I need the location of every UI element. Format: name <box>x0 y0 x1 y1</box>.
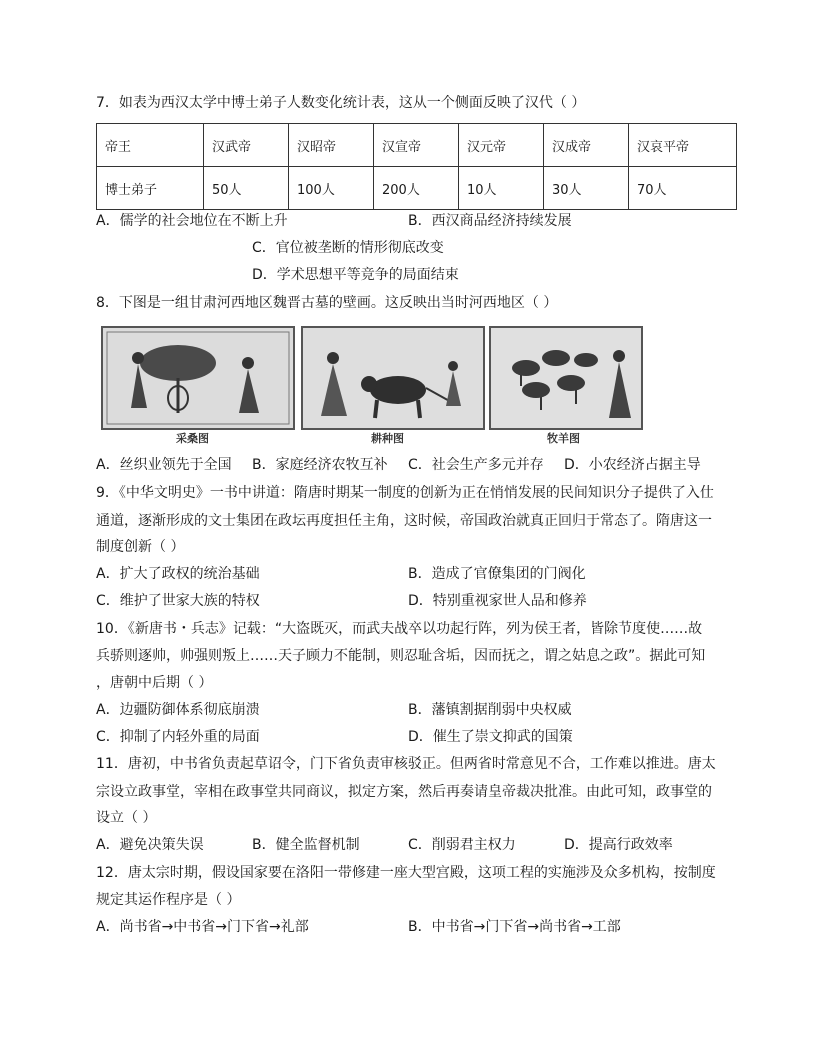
q11-stem-line2: 宗设立政事堂，宰相在政事堂共同商议，拟定方案，然后再奏请皇帝裁决批准。由此可知，政事堂的 <box>96 784 712 800</box>
q9-option-d[interactable]: D．特别重视家世人品和修养 <box>408 593 587 609</box>
q11-stem-line1: 11．唐初，中书省负责起草诏令，门下省负责审核驳正。但两省时常意见不合，工作难以推进。唐太 <box>96 756 716 772</box>
mural-plowing <box>301 326 485 430</box>
q8-option-c[interactable]: C．社会生产多元并存 <box>408 457 544 473</box>
q12-stem-line1: 12．唐太宗时期，假设国家要在洛阳一带修建一座大型宫殿，这项工程的实施涉及众多机构，按制度 <box>96 865 716 881</box>
table-cell: 70人 <box>629 167 737 210</box>
table-row <box>97 124 737 167</box>
q10-stem-line1: 10．《新唐书・兵志》记载：“大盗既灭，而武夫战卒以功起行阵，列为侯王者，皆除节度使……故 <box>96 621 703 637</box>
q10-option-d[interactable]: D．催生了崇文抑武的国策 <box>408 729 573 745</box>
table-row <box>97 167 737 210</box>
q9-option-c[interactable]: C．维护了世家大族的特权 <box>96 593 260 609</box>
q7-stem: 7．如表为西汉太学中博士弟子人数变化统计表，这从一个侧面反映了汉代（ ） <box>96 95 586 111</box>
q8-option-d[interactable]: D．小农经济占据主导 <box>564 457 701 473</box>
q8-option-b[interactable]: B．家庭经济农牧互补 <box>252 457 388 473</box>
q9-option-a[interactable]: A．扩大了政权的统治基础 <box>96 566 260 582</box>
q8-stem: 8．下图是一组甘肃河西地区魏晋古墓的壁画。这反映出当时河西地区（ ） <box>96 295 558 311</box>
q11-option-d[interactable]: D．提高行政效率 <box>564 837 673 853</box>
q10-option-b[interactable]: B．藩镇割据削弱中央权威 <box>408 702 572 718</box>
q7-option-a[interactable]: A．儒学的社会地位在不断上升 <box>96 213 288 229</box>
table-cell: 汉哀平帝 <box>629 124 737 167</box>
q12-option-b[interactable]: B．中书省→门下省→尚书省→工部 <box>408 919 621 935</box>
q7-stats-table <box>96 123 737 210</box>
q7-option-d[interactable]: D．学术思想平等竞争的局面结束 <box>252 267 459 283</box>
table-cell: 帝王 <box>97 124 204 167</box>
mural-caption-plowing: 耕种图 <box>371 432 404 445</box>
q9-stem-line2: 通道，逐渐形成的文士集团在政坛再度担任主角，这时候，帝国政治就真正回归于常态了。隋唐这一 <box>96 513 712 529</box>
q7-option-c[interactable]: C．官位被垄断的情形彻底改变 <box>252 240 444 256</box>
q7-option-b[interactable]: B．西汉商品经济持续发展 <box>408 213 572 229</box>
q9-option-b[interactable]: B．造成了官僚集团的门阀化 <box>408 566 586 582</box>
table-cell: 博士弟子 <box>97 167 204 210</box>
mural-caption-herding: 牧羊图 <box>547 432 580 445</box>
q11-stem-line3: 设立（ ） <box>96 810 157 826</box>
q10-stem-line2: 兵骄则逐帅，帅强则叛上……天子顾力不能制，则忍耻含垢，因而抚之，谓之姑息之政”。据此可知 <box>96 648 706 664</box>
q10-option-c[interactable]: C．抑制了内轻外重的局面 <box>96 729 260 745</box>
table-cell: 汉元帝 <box>459 124 544 167</box>
table-cell: 200人 <box>374 167 459 210</box>
q12-option-a[interactable]: A．尚书省→中书省→门下省→礼部 <box>96 919 309 935</box>
mural-caption-mulberry: 采桑图 <box>176 432 209 445</box>
table-cell: 100人 <box>289 167 374 210</box>
q10-stem-line3: ，唐朝中后期（ ） <box>96 675 213 691</box>
mural-mulberry-picking <box>101 326 295 430</box>
table-cell: 10人 <box>459 167 544 210</box>
q11-option-a[interactable]: A．避免决策失误 <box>96 837 204 853</box>
table-cell: 汉昭帝 <box>289 124 374 167</box>
q12-stem-line2: 规定其运作程序是（ ） <box>96 892 241 908</box>
table-cell: 汉武帝 <box>204 124 289 167</box>
q9-stem-line3: 制度创新（ ） <box>96 539 185 555</box>
table-cell: 汉成帝 <box>544 124 629 167</box>
q8-option-a[interactable]: A．丝织业领先于全国 <box>96 457 232 473</box>
mural-images <box>101 326 641 450</box>
table-cell: 汉宣帝 <box>374 124 459 167</box>
q11-option-b[interactable]: B．健全监督机制 <box>252 837 360 853</box>
mural-herding <box>489 326 643 430</box>
table-cell: 50人 <box>204 167 289 210</box>
q11-option-c[interactable]: C．削弱君主权力 <box>408 837 516 853</box>
table-cell: 30人 <box>544 167 629 210</box>
q10-option-a[interactable]: A．边疆防御体系彻底崩溃 <box>96 702 260 718</box>
q9-stem-line1: 9．《中华文明史》一书中讲道：隋唐时期某一制度的创新为正在悄悄发展的民间知识分子提供了入仕 <box>96 485 714 501</box>
